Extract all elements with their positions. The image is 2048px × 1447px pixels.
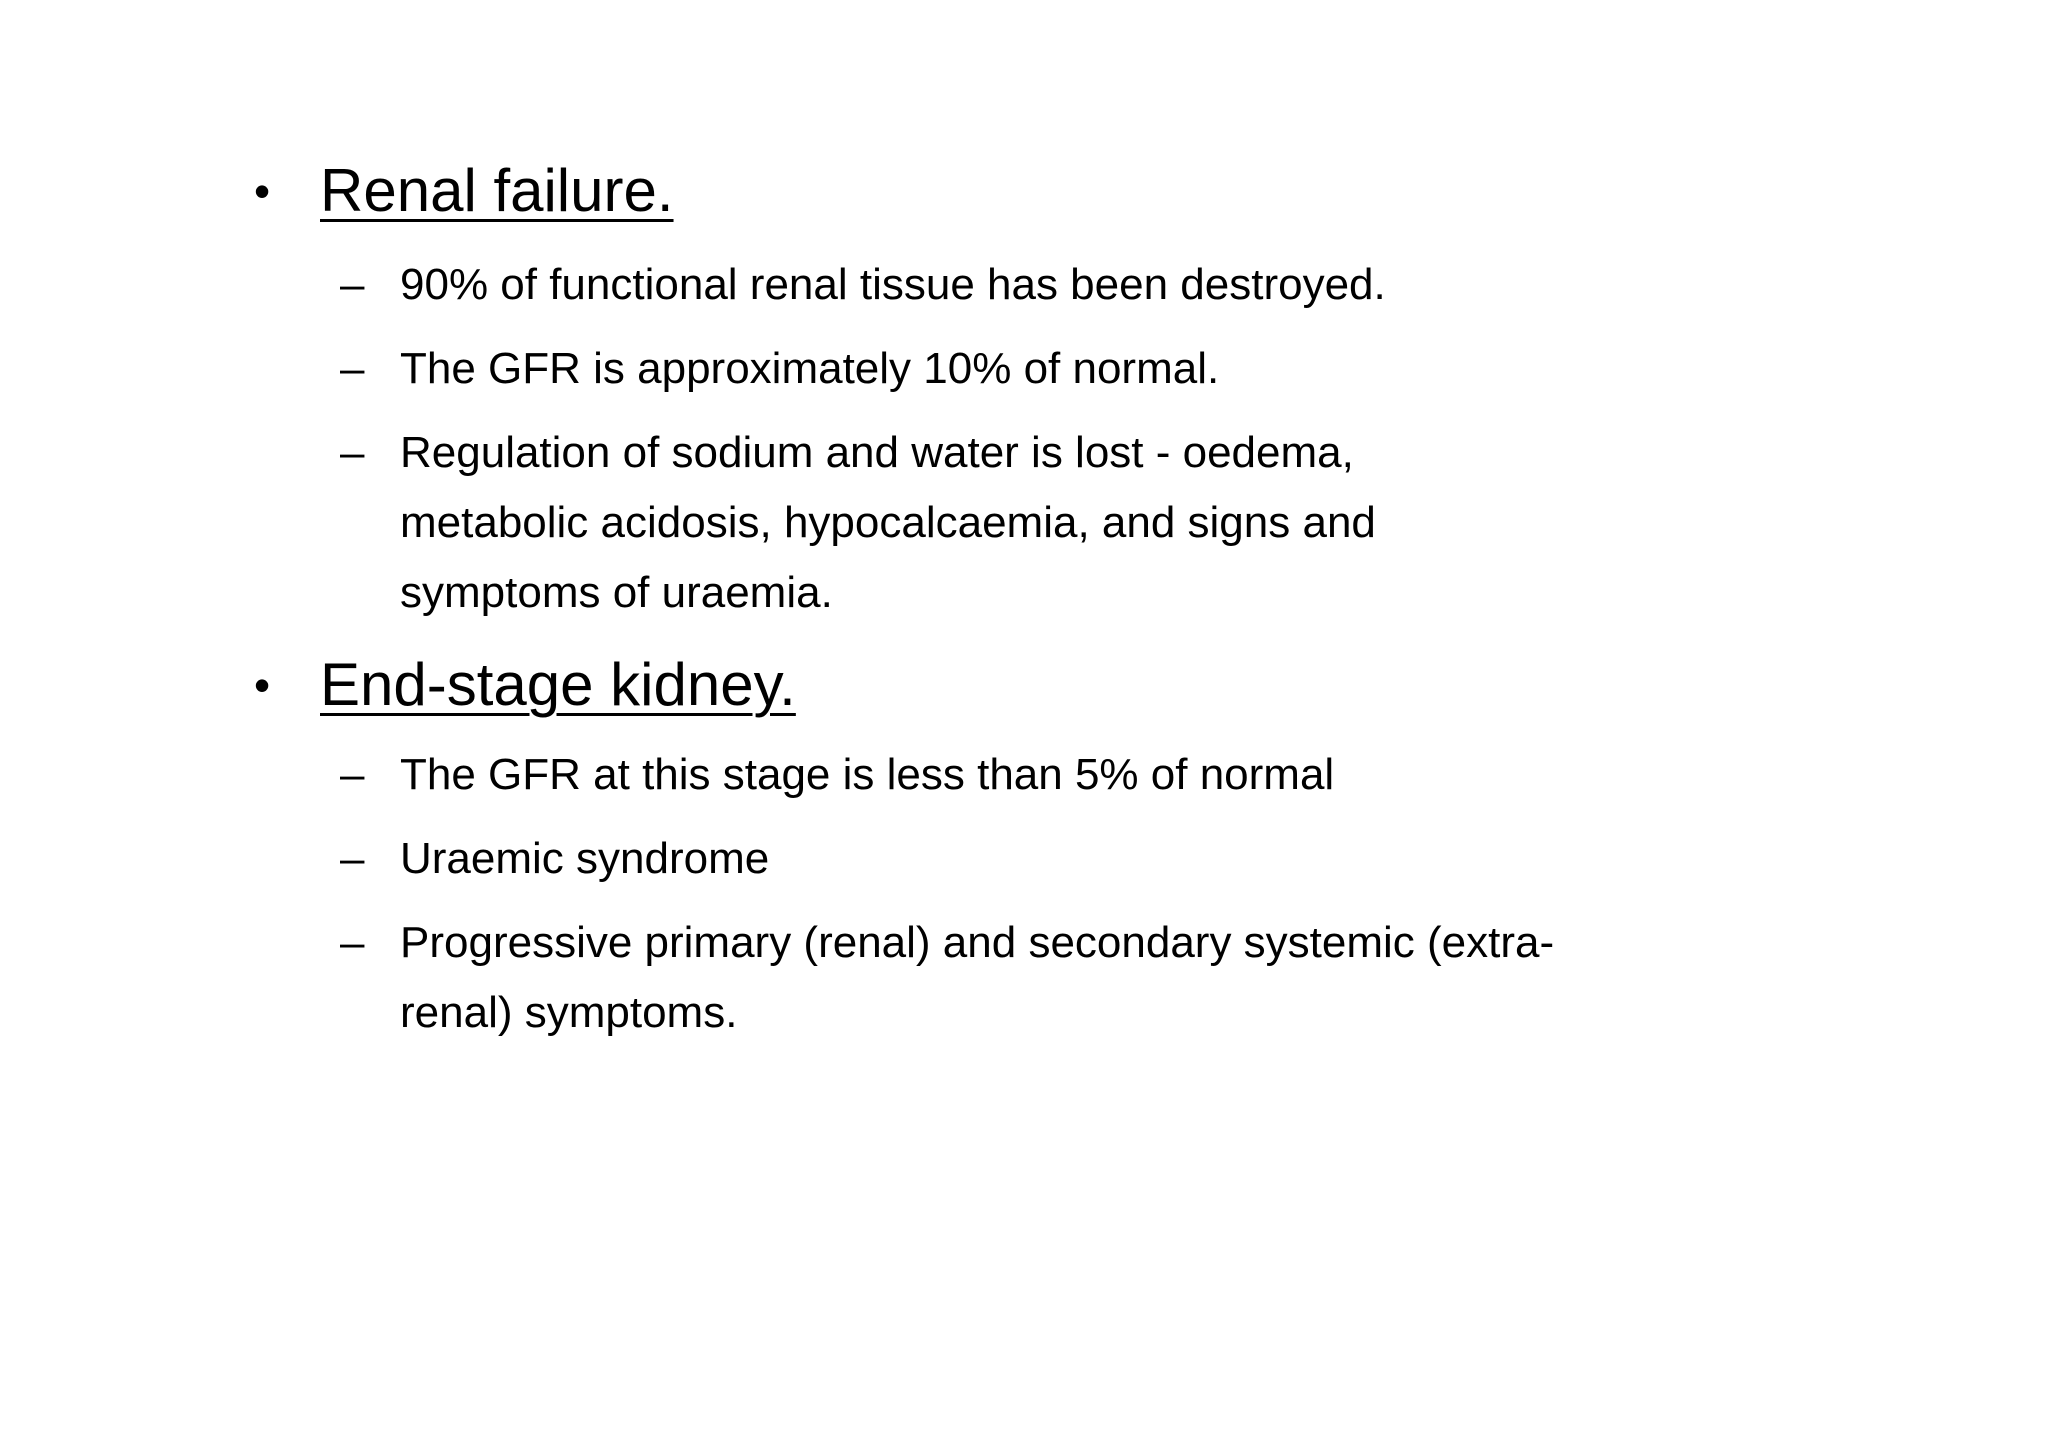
section-heading: Renal failure. <box>320 157 674 224</box>
dash: – <box>340 834 365 883</box>
dash: – <box>340 428 365 477</box>
list-item-text: The GFR is approximately 10% of normal. <box>400 344 1220 393</box>
dash: – <box>340 260 365 309</box>
list-item-text-line: metabolic acidosis, hypocalcaemia, and signs and <box>400 498 1376 547</box>
list-item-text: 90% of functional renal tissue has been destroyed. <box>400 260 1386 309</box>
dash: – <box>340 750 365 799</box>
bullet: • <box>254 659 271 711</box>
dash: – <box>340 344 365 393</box>
list-item-text-line: renal) symptoms. <box>400 988 738 1037</box>
list-item-text-line: Regulation of sodium and water is lost - oedema, <box>400 428 1354 477</box>
dash: – <box>340 918 365 967</box>
list-item-text-line: Progressive primary (renal) and secondary systemic (extra- <box>400 918 1555 967</box>
list-item-text: The GFR at this stage is less than 5% of normal <box>400 750 1335 799</box>
bullet: • <box>254 165 271 217</box>
list-item-text: Uraemic syndrome <box>400 834 770 883</box>
list-item-text-line: symptoms of uraemia. <box>400 568 833 617</box>
section-heading: End-stage kidney. <box>320 651 796 718</box>
